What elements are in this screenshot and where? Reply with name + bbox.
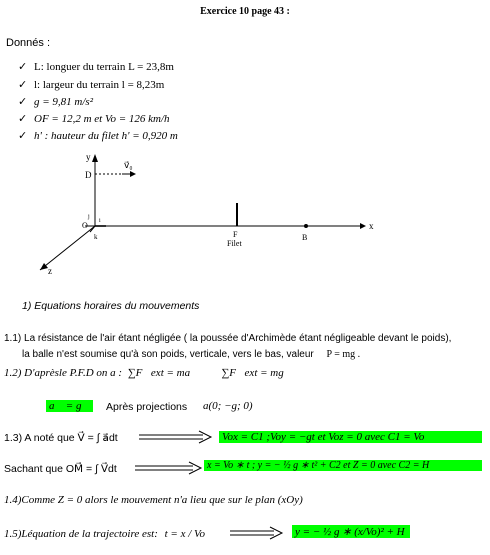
pfd-equation-1: ∑F⃗ext = ma⃗ <box>127 367 199 379</box>
section-heading: 1) Equations horaires du mouvements <box>22 300 200 312</box>
origin-label: O <box>82 221 88 230</box>
exercise-title: Exercice 10 page 43 : <box>200 6 290 17</box>
weight-value: P = mg . <box>326 349 361 360</box>
point-b-label: B <box>302 233 308 242</box>
checkmark-icon: ✓ <box>18 95 28 108</box>
checkmark-icon: ✓ <box>18 112 28 125</box>
given-item: ✓ OF = 12,2 m et Vo = 126 km/h <box>18 112 170 125</box>
time-equation: t = x / Vo <box>164 528 206 540</box>
section-1-3: 1.3) A noté que V⃗ = ∫ a⃗dt <box>4 432 118 444</box>
given-item: ✓ h' : hauteur du filet h' = 0,920 m <box>18 129 178 142</box>
acceleration-components: a(0; −g; 0) <box>203 400 253 412</box>
double-arrow-icon <box>133 461 205 475</box>
sachant-line: Sachant que OM⃗ = ∫ V⃗dt <box>4 463 117 475</box>
unit-j-label: j <box>88 214 90 220</box>
section-1-2: 1.2) D'aprèsle P.F.D on a : ∑F⃗ext = ma⃗ ∑F⃗ext = mg⃗ <box>4 367 293 379</box>
point-d-label: D <box>85 170 92 180</box>
given-item: ✓ l: largeur du terrain l = 8,23m <box>18 78 165 91</box>
net-label: Filet <box>227 239 242 248</box>
point-b <box>304 224 308 228</box>
given-item: ✓ L: longuer du terrain L = 23,8m <box>18 60 174 73</box>
checkmark-icon: ✓ <box>18 60 28 73</box>
position-box: x = Vo ∗ t ; y = − ½ g ∗ t² + C2 et Z = 0 avec C2 = H <box>204 460 482 471</box>
unit-i-label: i <box>99 218 101 224</box>
given-item: ✓ g = 9,81 m/s² <box>18 95 94 108</box>
unit-k-label: k <box>94 233 98 241</box>
checkmark-icon: ✓ <box>18 78 28 91</box>
x-axis-label: x <box>369 221 374 231</box>
section-1-1-line2: la balle n'est soumise qu'à son poids, verticale, vers le bas, valeur P = mg . <box>22 349 361 360</box>
givens-label: Donnés : <box>6 37 51 49</box>
double-arrow-icon <box>228 526 286 540</box>
checkmark-icon: ✓ <box>18 129 28 142</box>
v0-label: v⃗₀ <box>124 160 133 170</box>
section-1-5: 1.5)Léquation de la trajectoire est: t = x / Vo <box>4 528 206 540</box>
z-axis-label: z <box>48 266 52 276</box>
point-f-label: F <box>233 230 238 239</box>
double-arrow-icon <box>137 430 215 444</box>
court-diagram <box>30 148 390 278</box>
y-axis-label: y <box>86 152 91 162</box>
projections-label: Après projections <box>106 401 188 413</box>
section-1-4: 1.4)Comme Z = 0 alors le mouvement n'a lieu que sur le plan (xOy) <box>4 494 303 506</box>
velocity-box: Vox = C1 ;Voy = −gt et Voz = 0 avec C1 = Vo <box>219 431 482 443</box>
trajectory-box: y = − ½ g ∗ (x/Vo)² + H <box>292 525 410 538</box>
section-1-1-line1: 1.1) La résistance de l'air étant négligée ( la poussée d'Archimède étant négligeable devant le poids), <box>4 333 452 344</box>
pfd-equation-2: ∑F⃗ext = mg⃗ <box>221 367 293 379</box>
a-equals-g-box: a⃗ = g⃗ <box>46 400 93 412</box>
z-axis <box>40 226 95 270</box>
